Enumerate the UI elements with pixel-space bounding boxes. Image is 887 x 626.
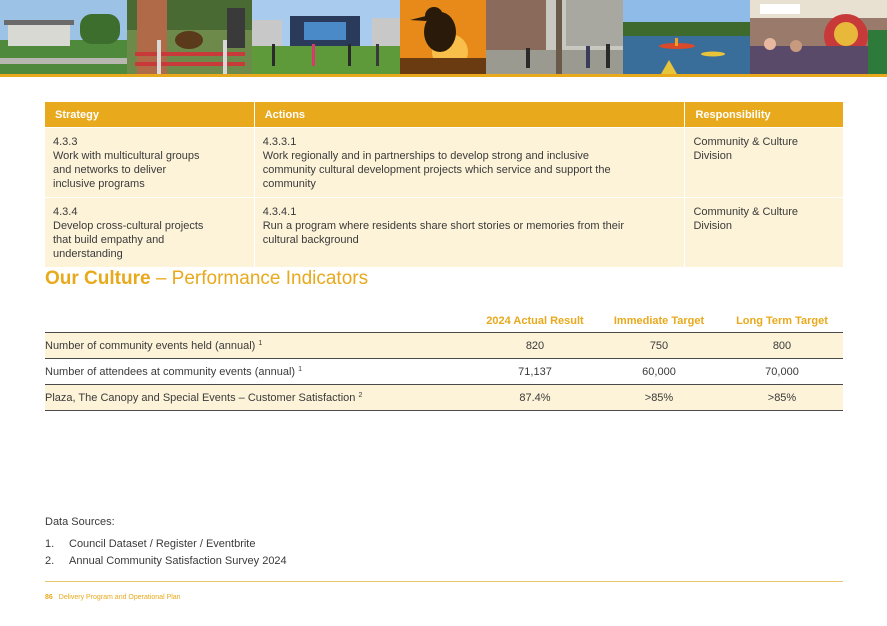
strategy-number: 4.3.3 [53,136,78,148]
page-footer [45,594,181,601]
source-number: 1. [45,537,55,550]
strategy-text: Develop cross-cultural projects that build empathy and understanding [53,220,204,260]
list-item [45,553,287,571]
strategy-header: Strategy [45,102,254,128]
long-term-target-header: Long Term Target [736,315,828,327]
actual-result-cell: 71,137 [473,359,597,385]
actions-header: Actions [254,102,685,128]
strategy-number: 4.3.4 [53,206,78,218]
source-number: 2. [45,555,55,567]
section-title-bold: Our Culture [45,268,151,289]
metric-cell [45,359,473,385]
action-number: 4.3.3.1 [262,136,297,148]
actual-result-cell: 820 [473,333,597,359]
metric-cell [45,385,473,411]
long-term-target-cell: >85% [721,385,843,411]
street-plaza-photo [486,0,623,74]
long-term-target-cell: 70,000 [721,359,843,385]
source-footnote: 1 [258,339,263,347]
responsibility-cell: Community & Culture Division [685,198,843,268]
pi-table-header [45,310,843,333]
footer-divider [45,581,843,582]
data-sources [45,514,287,571]
immediate-target-cell: >85% [597,385,721,411]
action-text: Run a program where residents share short stories or memories from their cultural background [262,220,625,246]
river-kayak-photo [623,0,750,74]
performance-indicators-table [45,310,843,411]
action-number: 4.3.4.1 [262,206,297,218]
metric-label: Plaza, The Canopy and Special Events – Customer Satisfaction [45,391,356,404]
source-text: Annual Community Satisfaction Survey 2024 [69,555,287,567]
dog-agility-photo [127,0,252,74]
page-number: 86 [45,594,53,601]
table-row [45,198,843,268]
metric-label: Number of community events held (annual) [45,339,256,352]
data-sources-label: Data Sources: [45,516,115,528]
source-footnote: 2 [358,391,363,399]
lion-dance-festival-photo [750,0,887,74]
outdoor-yoga-photo [252,0,400,74]
actual-result-cell: 87.4% [473,385,597,411]
section-title-rest: – Performance Indicators [150,268,369,289]
strategy-actions-table [45,102,843,267]
metric-label: Number of attendees at community events (annual) [45,365,296,378]
list-item [45,536,287,554]
kookaburra-sunset-photo [400,0,486,74]
table-row [45,128,843,198]
strategy-table-header [45,102,843,128]
photo-banner [0,0,887,76]
actual-result-header: 2024 Actual Result [486,315,584,327]
source-footnote: 1 [298,365,303,373]
park-pavilion-photo [0,0,127,74]
metric-cell [45,333,473,359]
immediate-target-cell: 750 [597,333,721,359]
action-cell [254,128,685,198]
table-row [45,359,843,385]
immediate-target-header: Immediate Target [613,315,705,327]
action-text: Work regionally and in partnerships to develop strong and inclusive community cultural development projects which service and support the community [262,150,611,190]
strategy-cell [45,198,254,268]
responsibility-header: Responsibility [685,102,843,128]
long-term-target-cell: 800 [721,333,843,359]
banner-accent-line [0,74,887,77]
source-text: Council Dataset / Register / Eventbrite [69,537,256,550]
action-cell [254,198,685,268]
responsibility-cell: Community & Culture Division [685,128,843,198]
document-title: Delivery Program and Operational Plan [58,594,181,601]
table-row [45,385,843,411]
data-sources-list [45,536,287,571]
strategy-cell [45,128,254,198]
metric-header [45,310,473,333]
table-row [45,333,843,359]
section-title [45,268,368,290]
immediate-target-cell: 60,000 [597,359,721,385]
strategy-text: Work with multicultural groups and networks to deliver inclusive programs [53,150,200,190]
